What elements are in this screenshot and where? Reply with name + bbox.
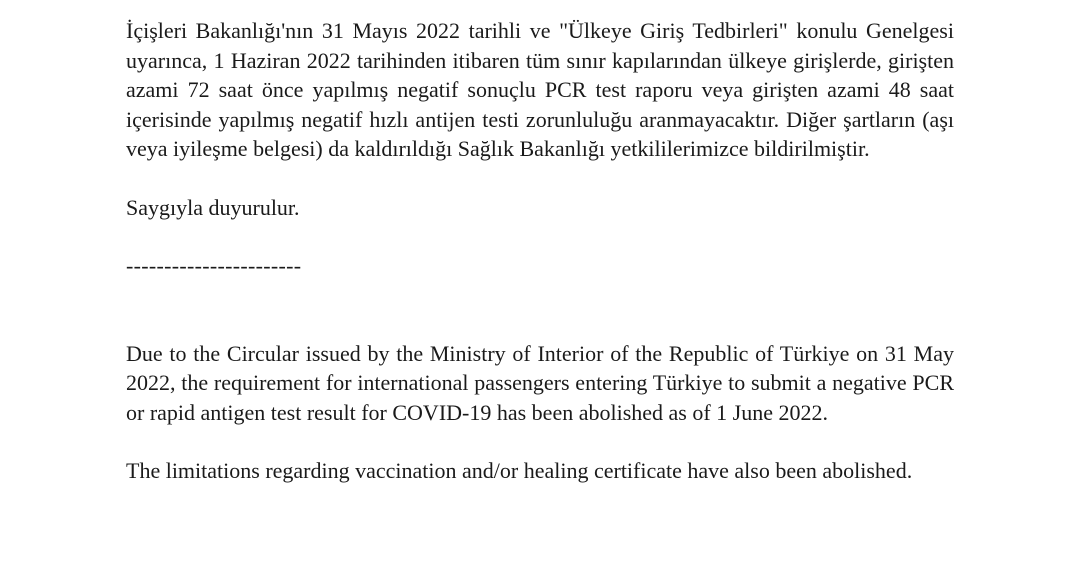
turkish-paragraph: İçişleri Bakanlığı'nın 31 Mayıs 2022 tarihli ve "Ülkeye Giriş Tedbirleri" konulu Genelgesi uyarınca, 1 Haziran 2022 tarihinden itibaren tüm sınır kapılarından ülkeye girişlerde, girişten azami 72 saat önce yapılmış negatif sonuçlu PCR test raporu veya girişten azami 48 saat içerisinde yapılmış negatif hızlı antijen testi zorunluluğu aranmayacaktır. Diğer şartların (aşı veya iyileşme belgesi) da kaldırıldığı Sağlık Bakanlığı yetkililerimizce bildirilmiştir. — [126, 18, 954, 161]
english-paragraph-1: Due to the Circular issued by the Ministry of Interior of the Republic of Türkiye on 31 May 2022, the requirement for international passengers entering Türkiye to submit a negative PCR or rapid antigen test result for COVID-19 has been abolished as of 1 June 2022. — [126, 340, 954, 425]
english-paragraph-2: The limitations regarding vaccination and/or healing certificate have also been abolished. — [126, 458, 913, 483]
section-divider: ----------------------- — [126, 253, 302, 278]
announcement-document — [126, 16, 954, 486]
turkish-closing: Saygıyla duyurulur. — [126, 194, 300, 220]
